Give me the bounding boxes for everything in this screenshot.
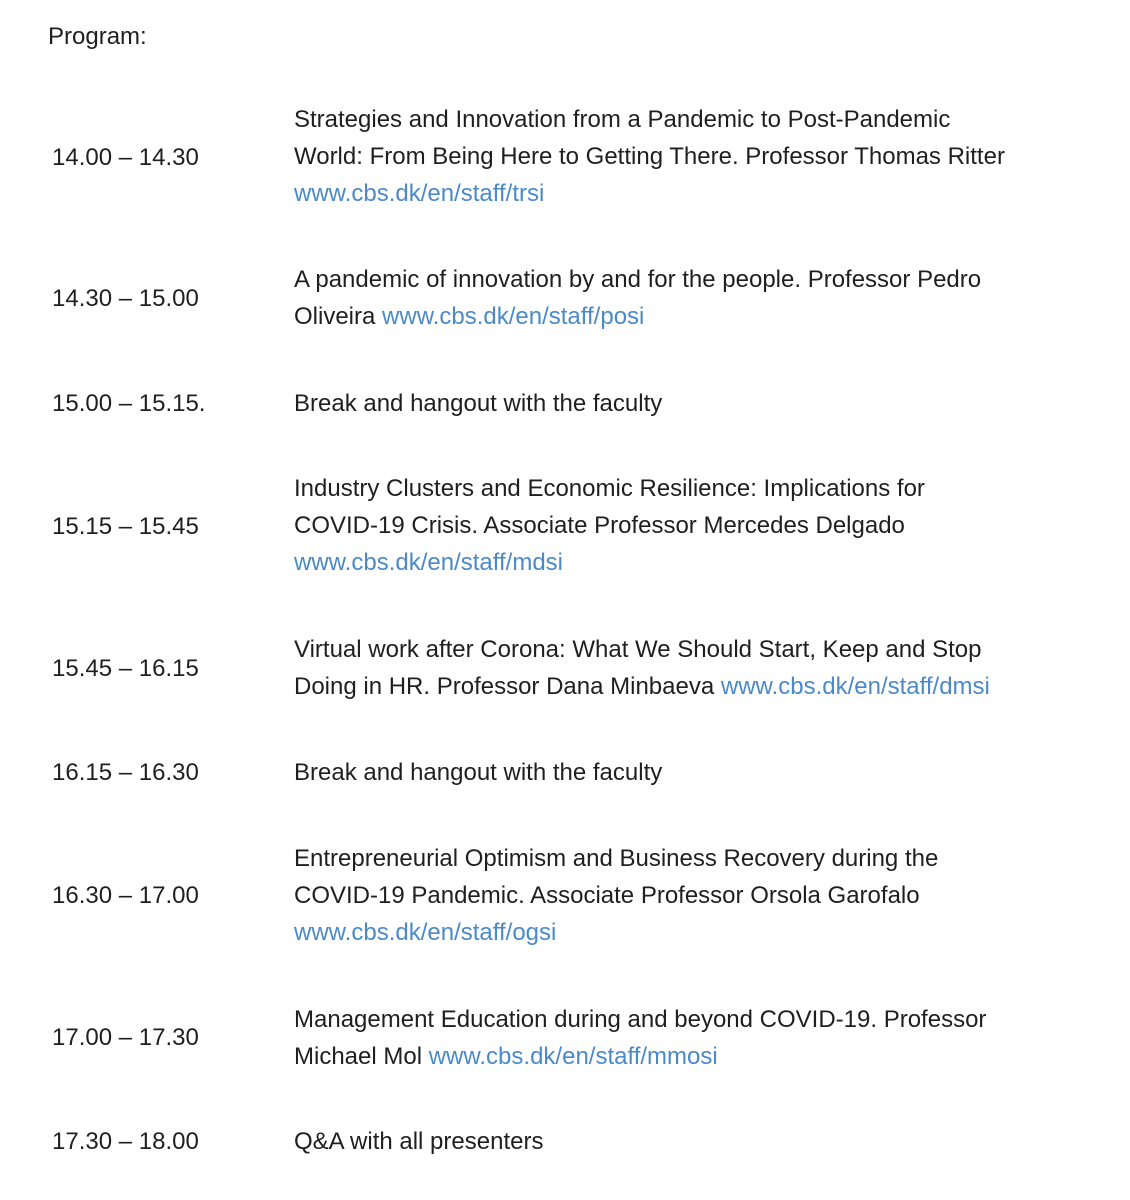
session-title-line: Q&A with all presenters (294, 1128, 544, 1155)
session-time: 15.15 – 15.45 (52, 513, 199, 540)
staff-link[interactable]: www.cbs.dk/en/staff/ogsi (294, 919, 557, 946)
staff-link[interactable]: www.cbs.dk/en/staff/trsi (294, 180, 545, 207)
staff-link[interactable]: www.cbs.dk/en/staff/dmsi (720, 673, 990, 700)
session-title-line: Virtual work after Corona: What We Should Start, Keep and Stop (294, 636, 982, 663)
session-time: 14.30 – 15.00 (52, 285, 199, 312)
session-title-line: Management Education during and beyond COVID-19. Professor (294, 1006, 987, 1033)
session-time: 14.00 – 14.30 (52, 144, 199, 171)
session-title-line: Break and hangout with the faculty (294, 759, 663, 786)
program-heading: Program: (48, 23, 147, 50)
session-title-line: Strategies and Innovation from a Pandemic to Post-Pandemic (294, 106, 951, 133)
session-time: 16.30 – 17.00 (52, 882, 199, 909)
session-description (294, 261, 1104, 335)
session-title-line: COVID-19 Pandemic. Associate Professor Orsola Garofalo (294, 882, 920, 909)
session-time: 17.30 – 18.00 (52, 1128, 199, 1155)
session-title-line: Industry Clusters and Economic Resilience: Implications for (294, 475, 925, 502)
session-description (294, 840, 1104, 951)
session-description (294, 754, 1104, 791)
session-time: 17.00 – 17.30 (52, 1024, 199, 1051)
session-title-line: World: From Being Here to Getting There. Professor Thomas Ritter (294, 143, 1005, 170)
session-time: 15.45 – 16.15 (52, 655, 199, 682)
session-description (294, 101, 1104, 212)
session-title-line: Oliveira (294, 303, 376, 330)
session-time: 15.00 – 15.15. (52, 390, 206, 417)
session-title-line: A pandemic of innovation by and for the people. Professor Pedro (294, 266, 982, 293)
staff-link[interactable]: www.cbs.dk/en/staff/mdsi (294, 549, 563, 576)
staff-link[interactable]: www.cbs.dk/en/staff/posi (382, 303, 645, 330)
session-description (294, 1123, 1104, 1160)
session-title-line: Michael Mol (294, 1043, 423, 1070)
session-time: 16.15 – 16.30 (52, 759, 199, 786)
session-title-line: COVID-19 Crisis. Associate Professor Mercedes Delgado (294, 512, 905, 539)
staff-link[interactable]: www.cbs.dk/en/staff/mmosi (428, 1043, 718, 1070)
session-title-line: Entrepreneurial Optimism and Business Recovery during the (294, 845, 939, 872)
session-title-line: Doing in HR. Professor Dana Minbaeva (294, 673, 715, 700)
session-description (294, 470, 1104, 581)
session-description (294, 385, 1104, 422)
session-description (294, 631, 1104, 705)
session-title-line: Break and hangout with the faculty (294, 390, 663, 417)
session-description (294, 1001, 1104, 1075)
